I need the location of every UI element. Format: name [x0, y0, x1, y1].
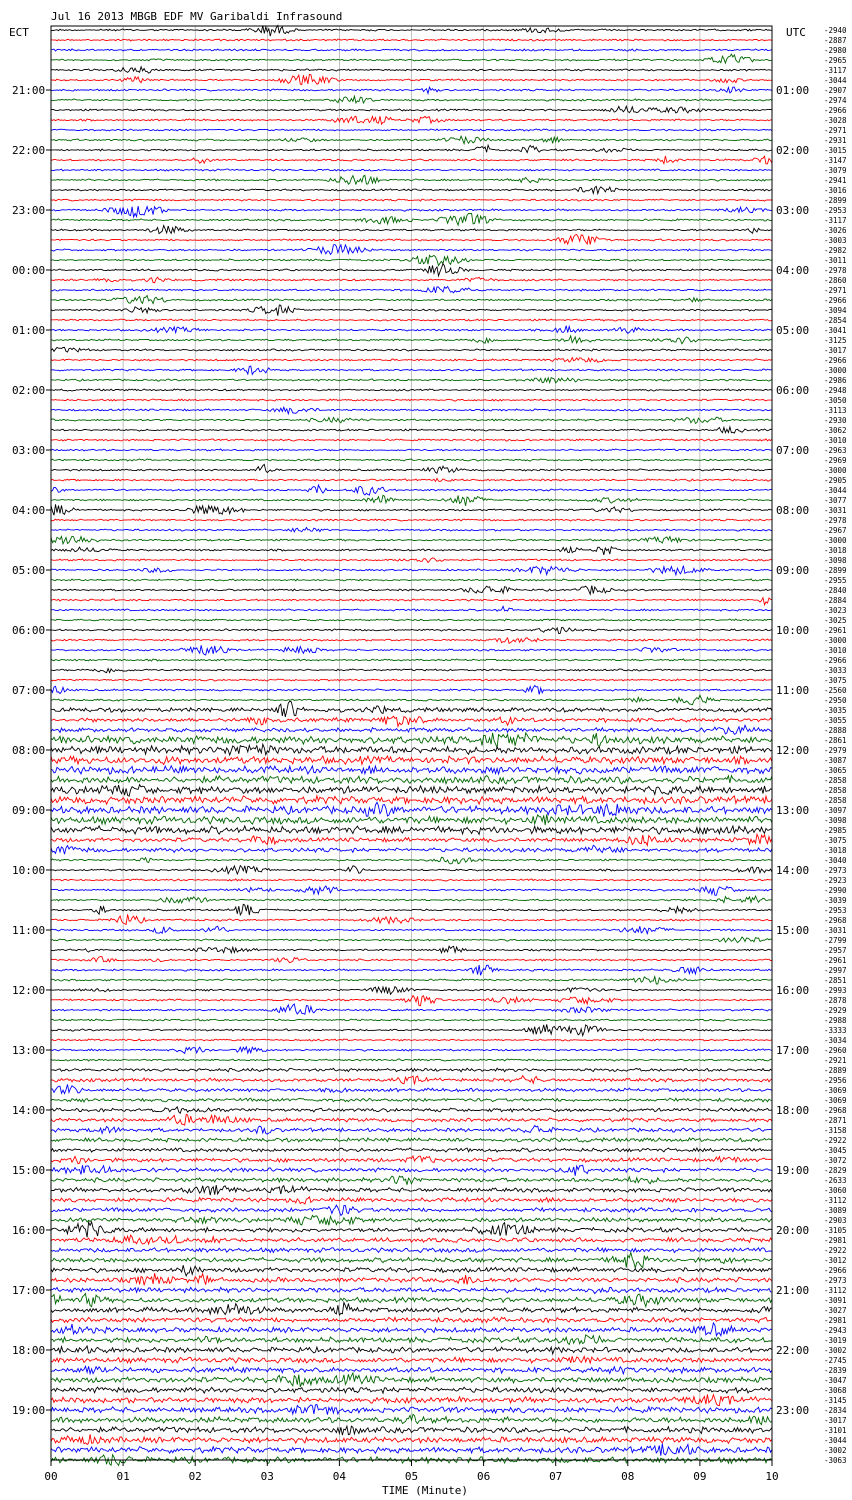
- trace-offset-label: -2986: [824, 376, 847, 385]
- trace-offset-label: -3000: [824, 536, 847, 545]
- trace-offset-label: -2966: [824, 356, 847, 365]
- left-time-label: 22:00: [12, 144, 46, 157]
- x-tick-label: 00: [44, 1470, 58, 1483]
- left-time-label: 19:00: [12, 1404, 46, 1417]
- right-time-label: 03:00: [776, 204, 810, 217]
- trace-offset-label: -2953: [824, 206, 847, 215]
- trace-offset-label: -3017: [824, 1416, 847, 1425]
- trace-offset-label: -2961: [824, 626, 847, 635]
- x-tick-label: 07: [549, 1470, 563, 1483]
- trace-offset-label: -2839: [824, 1366, 847, 1375]
- trace-offset-label: -3041: [824, 326, 847, 335]
- trace-offset-label: -2899: [824, 196, 847, 205]
- left-time-label: 07:00: [12, 684, 46, 697]
- trace-offset-label: -3147: [824, 156, 847, 165]
- trace-offset-labels: [824, 26, 847, 1465]
- trace-offset-label: -3125: [824, 336, 847, 345]
- right-time-label: 06:00: [776, 384, 810, 397]
- trace-offset-label: -3010: [824, 436, 847, 445]
- trace-offset-label: -3117: [824, 66, 847, 75]
- trace-offset-label: -2943: [824, 1326, 847, 1335]
- x-tick-label: 05: [404, 1470, 419, 1483]
- trace-offset-label: -2941: [824, 176, 847, 185]
- trace-offset-label: -3145: [824, 1396, 847, 1405]
- trace-offset-label: -2887: [824, 36, 847, 45]
- right-time-label: 21:00: [776, 1284, 810, 1297]
- trace-offset-label: -2988: [824, 1016, 847, 1025]
- trace-offset-label: -2899: [824, 566, 847, 575]
- left-time-label: 17:00: [12, 1284, 46, 1297]
- right-time-label: 08:00: [776, 504, 810, 517]
- trace-offset-label: -2981: [824, 1236, 847, 1245]
- right-time-label: 15:00: [776, 924, 810, 937]
- trace-offset-label: -2922: [824, 1136, 847, 1145]
- left-axis-label: ECT: [9, 26, 29, 39]
- trace-offset-label: -3105: [824, 1226, 847, 1235]
- trace-offset-label: -3019: [824, 1336, 847, 1345]
- trace-offset-label: -2957: [824, 946, 847, 955]
- trace-offset-label: -3016: [824, 186, 847, 195]
- left-time-label: 18:00: [12, 1344, 46, 1357]
- x-tick-label: 08: [621, 1470, 635, 1483]
- left-time-label: 05:00: [12, 564, 46, 577]
- trace-offset-label: -2971: [824, 126, 847, 135]
- trace-offset-label: -2960: [824, 1046, 847, 1055]
- trace-offset-label: -2980: [824, 46, 847, 55]
- trace-offset-label: -2799: [824, 936, 847, 945]
- x-tick-label: 02: [188, 1470, 202, 1483]
- trace-offset-label: -3044: [824, 486, 847, 495]
- trace-offset-label: -3015: [824, 146, 847, 155]
- trace-offset-label: -3040: [824, 856, 847, 865]
- trace-offset-label: -3050: [824, 396, 847, 405]
- trace-offset-label: -2921: [824, 1056, 847, 1065]
- trace-offset-label: -3112: [824, 1196, 847, 1205]
- trace-offset-label: -2930: [824, 416, 847, 425]
- trace-offset-label: -2973: [824, 1276, 847, 1285]
- left-time-label: 10:00: [12, 864, 46, 877]
- trace-offset-label: -2993: [824, 986, 847, 995]
- trace-offset-label: -2834: [824, 1406, 847, 1415]
- trace-offset-label: -2878: [824, 996, 847, 1005]
- minute-gridlines: [123, 26, 700, 1460]
- trace-offset-label: -3075: [824, 676, 847, 685]
- trace-offset-label: -2966: [824, 656, 847, 665]
- trace-offset-label: -3112: [824, 1286, 847, 1295]
- left-time-label: 06:00: [12, 624, 46, 637]
- right-time-label: 18:00: [776, 1104, 810, 1117]
- trace-offset-label: -2931: [824, 136, 847, 145]
- trace-offset-label: -2884: [824, 596, 847, 605]
- x-tick-label: 01: [116, 1470, 130, 1483]
- trace-offset-label: -2997: [824, 966, 847, 975]
- trace-offset-label: -3094: [824, 306, 847, 315]
- trace-offset-label: -2860: [824, 276, 847, 285]
- trace-offset-label: -3023: [824, 606, 847, 615]
- x-tick-label: 04: [332, 1470, 347, 1483]
- trace-offset-label: -2963: [824, 446, 847, 455]
- trace-offset-label: -2929: [824, 1006, 847, 1015]
- x-tick-labels: [44, 1460, 778, 1483]
- trace-offset-label: -3072: [824, 1156, 847, 1165]
- trace-offset-label: -2978: [824, 516, 847, 525]
- x-tick-label: 06: [476, 1470, 491, 1483]
- right-time-label: 16:00: [776, 984, 810, 997]
- right-time-label: 23:00: [776, 1404, 810, 1417]
- trace-offset-label: -2922: [824, 1246, 847, 1255]
- right-time-labels: [776, 84, 809, 1417]
- left-time-labels: [12, 84, 51, 1417]
- trace-offset-label: -3033: [824, 666, 847, 675]
- left-time-label: 08:00: [12, 744, 46, 757]
- trace-offset-label: -2953: [824, 906, 847, 915]
- trace-offset-label: -3055: [824, 716, 847, 725]
- trace-offset-label: -2858: [824, 796, 847, 805]
- trace-offset-label: -3065: [824, 766, 847, 775]
- trace-offset-label: -3035: [824, 706, 847, 715]
- trace-offset-label: -3018: [824, 846, 847, 855]
- right-time-label: 22:00: [776, 1344, 810, 1357]
- trace-offset-label: -3010: [824, 646, 847, 655]
- right-time-label: 04:00: [776, 264, 810, 277]
- trace-offset-label: -3011: [824, 256, 847, 265]
- trace-offset-label: -2903: [824, 1216, 847, 1225]
- trace-offset-label: -3087: [824, 756, 847, 765]
- trace-offset-label: -2840: [824, 586, 847, 595]
- left-time-label: 09:00: [12, 804, 46, 817]
- trace-offset-label: -2861: [824, 736, 847, 745]
- left-time-label: 04:00: [12, 504, 46, 517]
- trace-offset-label: -2971: [824, 286, 847, 295]
- right-time-label: 02:00: [776, 144, 810, 157]
- right-time-label: 19:00: [776, 1164, 810, 1177]
- trace-offset-label: -2974: [824, 96, 847, 105]
- trace-offset-label: -2979: [824, 746, 847, 755]
- trace-offset-label: -2854: [824, 316, 847, 325]
- trace-offset-label: -2965: [824, 56, 847, 65]
- left-time-label: 23:00: [12, 204, 46, 217]
- trace-offset-label: -3031: [824, 926, 847, 935]
- left-time-label: 15:00: [12, 1164, 46, 1177]
- trace-offset-label: -2955: [824, 576, 847, 585]
- trace-offset-label: -2560: [824, 686, 847, 695]
- trace-offset-label: -3075: [824, 836, 847, 845]
- trace-offset-label: -3044: [824, 1436, 847, 1445]
- trace-offset-label: -2985: [824, 826, 847, 835]
- left-time-label: 01:00: [12, 324, 46, 337]
- trace-offset-label: -3039: [824, 896, 847, 905]
- left-time-label: 02:00: [12, 384, 46, 397]
- trace-offset-label: -3069: [824, 1086, 847, 1095]
- left-time-label: 21:00: [12, 84, 46, 97]
- trace-offset-label: -2973: [824, 866, 847, 875]
- trace-offset-label: -3158: [824, 1126, 847, 1135]
- right-time-label: 17:00: [776, 1044, 810, 1057]
- trace-offset-label: -3068: [824, 1386, 847, 1395]
- trace-offset-label: -3000: [824, 366, 847, 375]
- trace-offset-label: -2969: [824, 456, 847, 465]
- trace-offset-label: -3044: [824, 76, 847, 85]
- trace-offset-label: -3333: [824, 1026, 847, 1035]
- trace-offset-label: -2968: [824, 1106, 847, 1115]
- trace-offset-label: -2871: [824, 1116, 847, 1125]
- trace-offset-label: -3097: [824, 806, 847, 815]
- trace-offset-label: -3089: [824, 1206, 847, 1215]
- right-time-label: 12:00: [776, 744, 810, 757]
- trace-offset-label: -3031: [824, 506, 847, 515]
- trace-offset-label: -2888: [824, 726, 847, 735]
- trace-offset-label: -2829: [824, 1166, 847, 1175]
- x-tick-label: 03: [260, 1470, 274, 1483]
- trace-offset-label: -3047: [824, 1376, 847, 1385]
- trace-offset-label: -3101: [824, 1426, 847, 1435]
- trace-offset-label: -2858: [824, 786, 847, 795]
- trace-offset-label: -3025: [824, 616, 847, 625]
- right-time-label: 01:00: [776, 84, 810, 97]
- trace-offset-label: -3003: [824, 236, 847, 245]
- right-time-label: 10:00: [776, 624, 810, 637]
- left-time-label: 12:00: [12, 984, 46, 997]
- trace-offset-label: -2851: [824, 976, 847, 985]
- trace-offset-label: -3002: [824, 1446, 847, 1455]
- trace-offset-label: -3028: [824, 116, 847, 125]
- trace-offset-label: -2858: [824, 776, 847, 785]
- trace-offset-label: -2968: [824, 916, 847, 925]
- right-time-label: 20:00: [776, 1224, 810, 1237]
- trace-offset-label: -2907: [824, 86, 847, 95]
- trace-offset-label: -2923: [824, 876, 847, 885]
- trace-offset-label: -2982: [824, 246, 847, 255]
- left-time-label: 13:00: [12, 1044, 46, 1057]
- x-axis-label: TIME (Minute): [381, 1484, 469, 1497]
- trace-offset-label: -2633: [824, 1176, 847, 1185]
- trace-offset-label: -3063: [824, 1456, 847, 1465]
- trace-offset-label: -3098: [824, 556, 847, 565]
- left-time-label: 11:00: [12, 924, 46, 937]
- right-time-label: 14:00: [776, 864, 810, 877]
- left-time-label: 16:00: [12, 1224, 46, 1237]
- trace-offset-label: -2981: [824, 1316, 847, 1325]
- trace-offset-label: -3045: [824, 1146, 847, 1155]
- left-time-label: 00:00: [12, 264, 46, 277]
- chart-title: Jul 16 2013 MBGB EDF MV Garibaldi Infrasound: [51, 10, 343, 23]
- trace-offset-label: -2966: [824, 296, 847, 305]
- trace-offset-label: -2745: [824, 1356, 847, 1365]
- trace-offset-label: -2905: [824, 476, 847, 485]
- trace-offset-label: -2966: [824, 1266, 847, 1275]
- trace-offset-label: -3026: [824, 226, 847, 235]
- trace-offset-label: -3098: [824, 816, 847, 825]
- trace-offset-label: -3012: [824, 1256, 847, 1265]
- right-time-label: 13:00: [776, 804, 810, 817]
- right-time-label: 11:00: [776, 684, 810, 697]
- x-tick-label: 10: [765, 1470, 779, 1483]
- trace-offset-label: -3000: [824, 466, 847, 475]
- trace-offset-label: -3079: [824, 166, 847, 175]
- right-axis-label: UTC: [786, 26, 806, 39]
- trace-offset-label: -3017: [824, 346, 847, 355]
- right-time-label: 05:00: [776, 324, 810, 337]
- trace-offset-label: -2961: [824, 956, 847, 965]
- trace-offset-label: -3077: [824, 496, 847, 505]
- trace-offset-label: -2967: [824, 526, 847, 535]
- trace-offset-label: -3113: [824, 406, 847, 415]
- trace-offset-label: -2940: [824, 26, 847, 35]
- trace-offset-label: -3117: [824, 216, 847, 225]
- trace-offset-label: -3062: [824, 426, 847, 435]
- right-time-label: 07:00: [776, 444, 810, 457]
- trace-offset-label: -3018: [824, 546, 847, 555]
- left-time-label: 03:00: [12, 444, 46, 457]
- trace-offset-label: -3091: [824, 1296, 847, 1305]
- trace-offset-label: -2990: [824, 886, 847, 895]
- trace-offset-label: -3000: [824, 636, 847, 645]
- x-tick-label: 09: [693, 1470, 707, 1483]
- left-time-label: 14:00: [12, 1104, 46, 1117]
- trace-offset-label: -3002: [824, 1346, 847, 1355]
- trace-offset-label: -2950: [824, 696, 847, 705]
- trace-offset-label: -2966: [824, 106, 847, 115]
- trace-offset-label: -3034: [824, 1036, 847, 1045]
- right-time-label: 09:00: [776, 564, 810, 577]
- trace-offset-label: -2978: [824, 266, 847, 275]
- trace-offset-label: -2889: [824, 1066, 847, 1075]
- trace-offset-label: -2948: [824, 386, 847, 395]
- trace-offset-label: -3069: [824, 1096, 847, 1105]
- trace-offset-label: -2956: [824, 1076, 847, 1085]
- trace-offset-label: -3027: [824, 1306, 847, 1315]
- trace-offset-label: -3060: [824, 1186, 847, 1195]
